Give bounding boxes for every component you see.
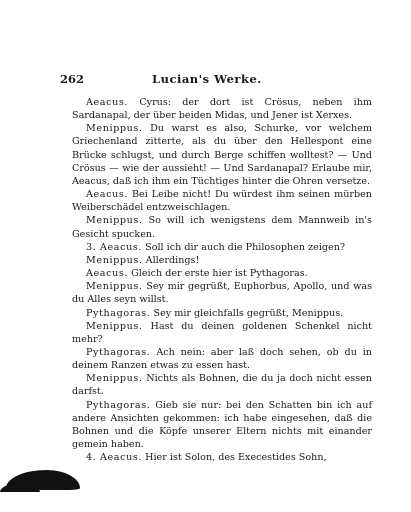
speaker-name: Aeacus. <box>86 268 129 280</box>
dialogue-paragraph <box>72 320 372 346</box>
speech-text: Allerdings! <box>145 254 200 266</box>
speech-text: Sey mir gleichfalls gegrüßt, Menippus. <box>153 307 344 319</box>
dialogue-paragraph <box>72 267 372 280</box>
dialogue-paragraph <box>72 346 372 372</box>
speaker-name: Menippus. <box>86 281 143 293</box>
speaker-name: Pythagoras. <box>86 307 151 319</box>
dialogue-paragraph <box>72 214 372 240</box>
speaker-name: 4. Aeacus. <box>86 452 143 464</box>
running-head: Lucian's Werke. <box>152 72 262 86</box>
speech-text: Sey mir gegrüßt, Euphorbus, Apollo, und was du Alles seyn willst. <box>72 281 372 306</box>
speaker-name: Menippus. <box>86 215 143 227</box>
speech-text: Cyrus: der dort ist Crösus, neben ihm Sardanapal, der über beiden Midas, und Jener ist Xerxes. <box>72 97 372 122</box>
dialogue-paragraph <box>72 280 372 306</box>
speech-text: Ach nein: aber laß doch sehen, ob du in deinem Ranzen etwas zu essen hast. <box>72 346 372 372</box>
speech-text: Gieb sie nur: bei den Schatten bin ich auf andere Ansichten gekommen: ich habe eingesehen, daß die Bohnen und die Köpfe unserer Eltern nichts mit einander gemein haben. <box>72 399 372 451</box>
speech-text: Gleich der erste hier ist Pythagoras. <box>131 268 308 280</box>
speaker-name: 3. Aeacus. <box>86 241 143 253</box>
dialogue-text <box>72 96 372 464</box>
dialogue-paragraph <box>72 254 372 267</box>
dialogue-paragraph <box>72 451 372 464</box>
speaker-name: Pythagoras. <box>86 399 151 411</box>
page-header <box>60 72 368 90</box>
speech-text: Soll ich dir auch die Philosophen zeigen? <box>145 241 346 253</box>
speech-text: Nichts als Bohnen, die du ja doch nicht essen darfst. <box>72 373 372 398</box>
speech-text: Bei Leibe nicht! Du würdest ihm seinen mürben Weiberschädel entzweischlagen. <box>72 189 372 214</box>
speaker-name: Aeacus. <box>86 189 129 201</box>
speaker-name: Aeacus. <box>86 97 129 108</box>
speaker-name: Menippus. <box>86 123 143 135</box>
speech-text: So will ich wenigstens dem Mannweib in's Gesicht spucken. <box>72 215 372 240</box>
speech-text: Hast du deinen goldenen Schenkel nicht mehr? <box>72 320 373 345</box>
dialogue-paragraph <box>72 241 372 254</box>
page-number: 262 <box>60 72 85 86</box>
speaker-name: Menippus. <box>86 320 143 332</box>
dialogue-paragraph <box>72 399 372 452</box>
dialogue-paragraph <box>72 188 372 214</box>
dialogue-paragraph <box>72 307 372 320</box>
speech-text: Du warst es also, Schurke, vor welchem Griechenland zitterte, als du über den Hellespont eine Brücke schlugst, und durch Berge schiffen wolltest? — Und Crösus — wie der aussieht! — Und Sardanapal? Erlaube mir, Aeacus, daß ich ihm ein Tüchtiges hinter die Ohren versetze. <box>72 123 372 187</box>
dialogue-paragraph <box>72 372 372 398</box>
speech-text: Hier ist Solon, des Execestides Sohn, <box>145 452 327 464</box>
speaker-name: Pythagoras. <box>86 346 151 358</box>
speaker-name: Menippus. <box>86 373 143 385</box>
speaker-name: Menippus. <box>86 254 143 266</box>
dialogue-paragraph <box>72 96 372 122</box>
dialogue-paragraph <box>72 122 372 188</box>
